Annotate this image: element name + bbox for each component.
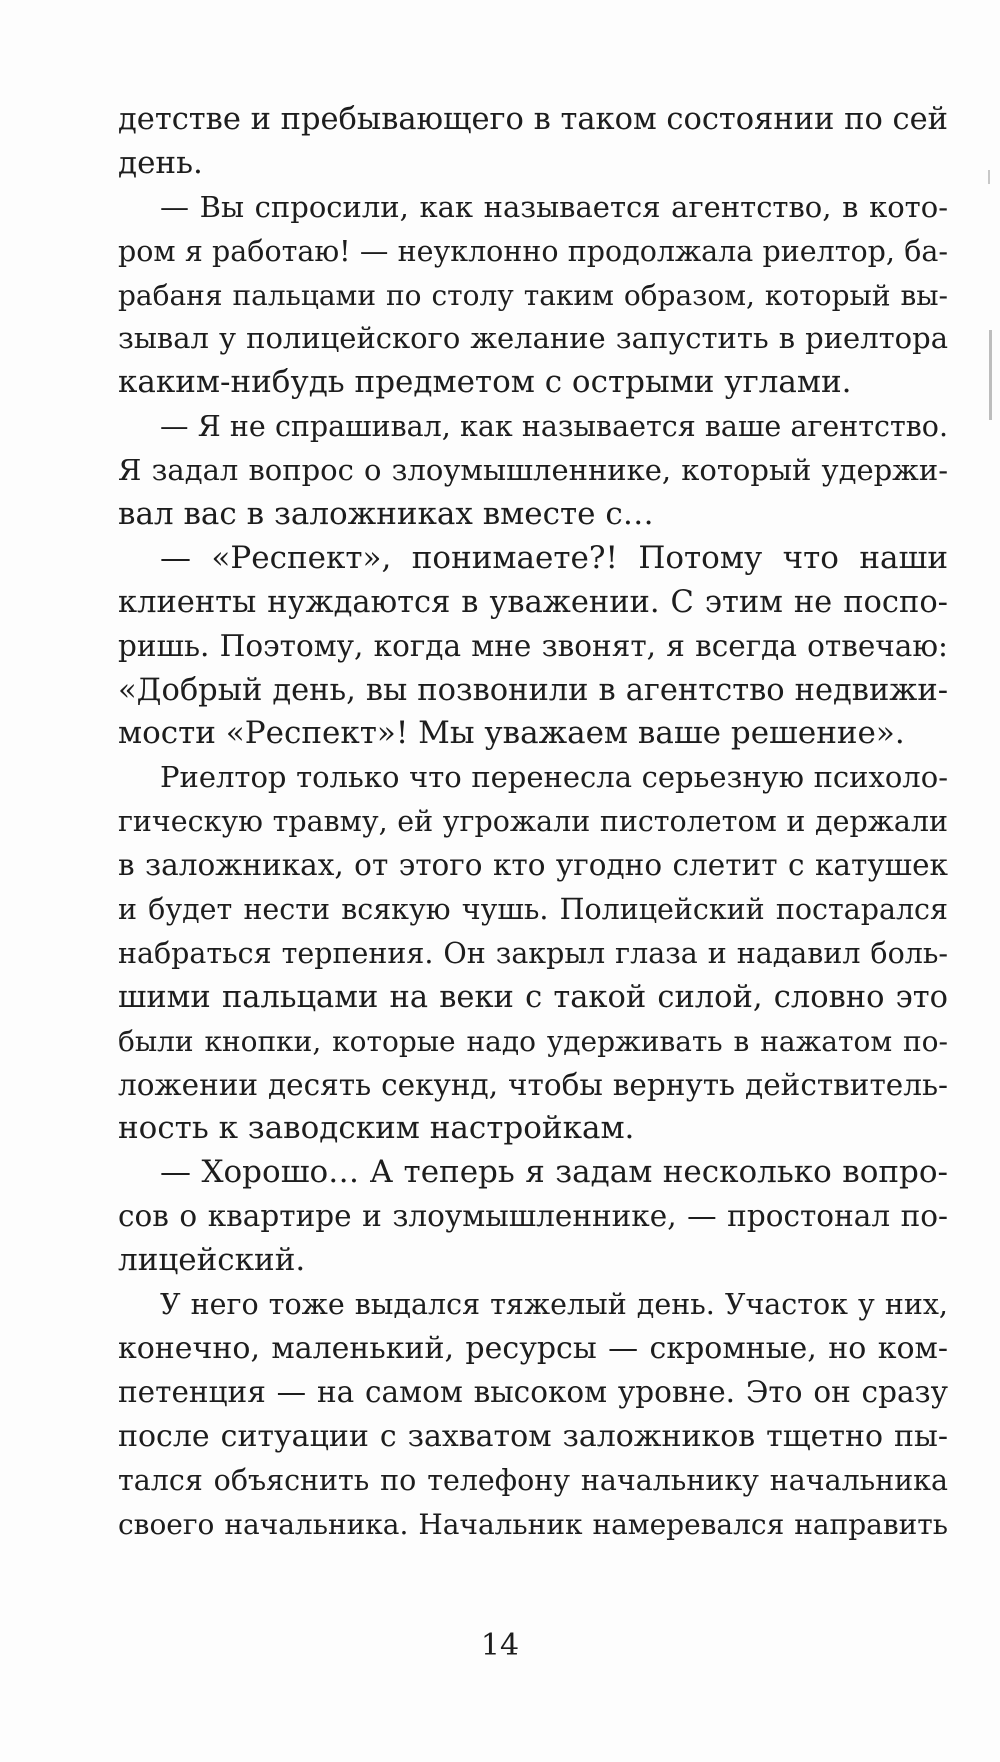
- text-line: детстве и пребывающего в таком состоянии по сей: [118, 102, 948, 137]
- text-line: после ситуации с захватом заложников тщетно пы-: [118, 1418, 948, 1454]
- text-line: лицейский.: [118, 1242, 306, 1279]
- text-line: Риелтор только что перенесла серьезную психоло-: [160, 760, 948, 795]
- body-text: [118, 98, 948, 1546]
- text-line: зывал у полицейского желание запустить в риелтора: [118, 321, 948, 356]
- text-line: ришь. Поэтому, когда мне звонят, я всегда отвечаю:: [118, 628, 948, 663]
- text-line: клиенты нуждаются в уважении. С этим не поспо-: [118, 584, 948, 620]
- text-line: были кнопки, которые надо удерживать в нажатом по-: [118, 1024, 948, 1058]
- page-number: 14: [480, 1628, 520, 1663]
- text-line: шими пальцами на веки с такой силой, словно это: [118, 979, 948, 1015]
- page-edge-shadow: [989, 330, 992, 420]
- text-line: петенция — на самом высоком уровне. Это он сразу: [118, 1374, 948, 1409]
- text-line: — Хорошо… А теперь я задам несколько вопро-: [160, 1154, 948, 1191]
- text-line: вал вас в заложниках вместе с…: [118, 496, 654, 533]
- text-line: в заложниках, от этого кто угодно слетит с катушек: [118, 848, 948, 883]
- text-line: гическую травму, ей угрожали пистолетом и держали: [118, 805, 948, 839]
- page-edge-mark: [988, 170, 990, 184]
- text-line: день.: [118, 144, 203, 181]
- text-line: тался объяснить по телефону начальнику начальника: [118, 1463, 948, 1497]
- text-line: своего начальника. Начальник намеревался направить: [118, 1507, 948, 1541]
- text-line: рабаня пальцами по столу таким образом, который вы-: [118, 278, 948, 312]
- text-line: «Добрый день, вы позвонили в агентство недвижи-: [118, 672, 948, 708]
- text-line: каким-нибудь предметом с острыми углами.: [118, 364, 852, 401]
- text-line: — Я не спрашивал, как называется ваше агентство.: [160, 410, 948, 444]
- text-line: и будет нести всякую чушь. Полицейский постарался: [118, 893, 948, 927]
- text-line: ром я работаю! — неуклонно продолжала риелтор, ба-: [118, 234, 948, 268]
- text-line: Я задал вопрос о злоумышленнике, который удержи-: [118, 453, 948, 488]
- text-line: конечно, маленький, ресурсы — скромные, но ком-: [118, 1330, 948, 1366]
- text-line: — Вы спросили, как называется агентство, в кото-: [160, 189, 948, 224]
- text-line: ность к заводским настройкам.: [118, 1110, 635, 1147]
- text-line: У него тоже выдался тяжелый день. Участок у них,: [160, 1288, 948, 1322]
- text-line: мости «Респект»! Мы уважаем ваше решение».: [118, 715, 905, 752]
- text-line: ложении десять секунд, чтобы вернуть действитель-: [118, 1067, 948, 1102]
- text-line: — «Респект», понимаете?! Потому что наши: [160, 539, 948, 576]
- text-line: набраться терпения. Он закрыл глаза и надавил боль-: [118, 936, 948, 970]
- text-line: сов о квартире и злоумышленнике, — простонал по-: [118, 1199, 948, 1234]
